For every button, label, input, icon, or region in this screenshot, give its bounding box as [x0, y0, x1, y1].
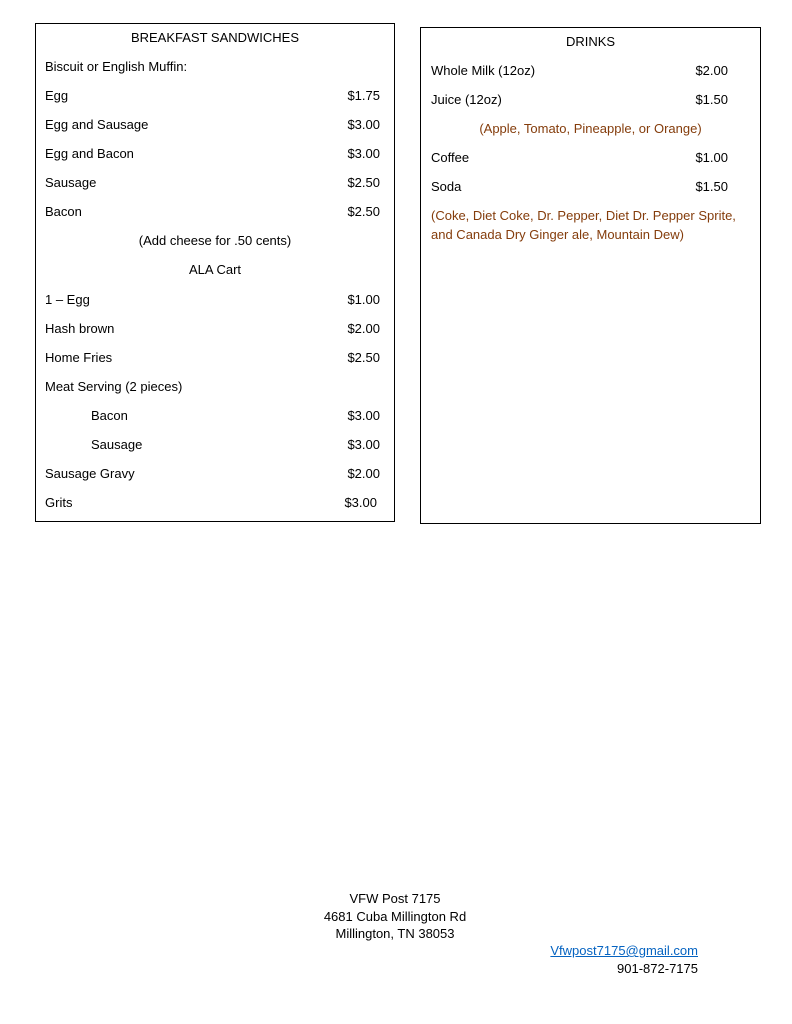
ala-cart-title: ALA Cart	[188, 262, 242, 277]
drink-item-whole-milk: Whole Milk (12oz) $2.00	[431, 63, 728, 78]
breakfast-title: BREAKFAST SANDWICHES	[130, 30, 300, 45]
drink-item-coffee: Coffee $1.00	[431, 150, 728, 165]
footer-address	[0, 890, 790, 943]
menu-item-meat-sausage: Sausage $3.00	[91, 437, 380, 452]
menu-item-hash-brown: Hash brown $2.00	[45, 321, 380, 336]
menu-item-egg-sausage: Egg and Sausage $3.00	[45, 117, 380, 132]
menu-item-home-fries: Home Fries $2.50	[45, 350, 380, 365]
footer-city: Millington, TN 38053	[335, 926, 455, 941]
footer-contact	[550, 942, 698, 978]
menu-item-sausage-gravy: Sausage Gravy $2.00	[45, 466, 380, 481]
menu-item-bacon: Bacon $2.50	[45, 204, 380, 219]
email-link[interactable]: Vfwpost7175@gmail.com	[550, 943, 698, 958]
drinks-menu-box	[420, 27, 761, 524]
drink-item-soda: Soda $1.50	[431, 179, 728, 194]
cheese-note: (Add cheese for .50 cents)	[138, 233, 292, 248]
soda-flavors-note: (Coke, Diet Coke, Dr. Pepper, Diet Dr. Pepper Sprite, and Canada Dry Ginger ale, Mountain Dew)	[431, 208, 736, 242]
footer-phone: 901-872-7175	[617, 961, 698, 976]
drinks-title: DRINKS	[565, 34, 616, 49]
menu-item-egg: Egg $1.75	[45, 88, 380, 103]
drink-item-juice: Juice (12oz) $1.50	[431, 92, 728, 107]
menu-item-sausage: Sausage $2.50	[45, 175, 380, 190]
footer-org-name: VFW Post 7175	[349, 891, 441, 906]
menu-item-grits: Grits $3.00	[45, 495, 377, 510]
juice-flavors-note: (Apple, Tomato, Pineapple, or Orange)	[479, 121, 702, 136]
footer-street: 4681 Cuba Millington Rd	[323, 908, 467, 924]
meat-serving-heading: Meat Serving (2 pieces)	[45, 379, 183, 394]
menu-item-meat-bacon: Bacon $3.00	[91, 408, 380, 423]
breakfast-subtitle: Biscuit or English Muffin:	[45, 59, 188, 74]
breakfast-menu-box	[35, 23, 395, 522]
menu-item-one-egg: 1 – Egg $1.00	[45, 292, 380, 307]
menu-item-egg-bacon: Egg and Bacon $3.00	[45, 146, 380, 161]
